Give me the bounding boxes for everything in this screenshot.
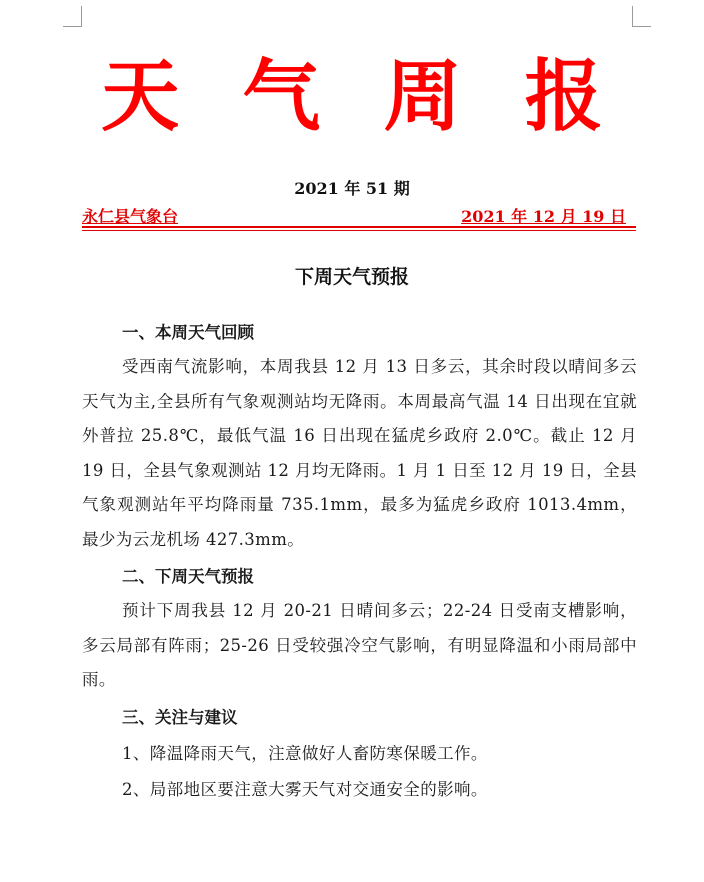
advice-item: 1、降温降雨天气，注意做好人畜防寒保暖工作。 — [122, 743, 488, 763]
document-body — [82, 316, 637, 808]
issue-number: 2021 年 51 期 — [294, 179, 410, 198]
report-title: 天 气 周 报 — [101, 51, 621, 142]
section-heading-review: 一、本周天气回顾 — [122, 323, 254, 342]
document-title: 下周天气预报 — [294, 266, 409, 288]
red-rule-thick — [82, 226, 636, 228]
red-rule-thin — [82, 230, 636, 231]
advice-item: 2、局部地区要注意大雾天气对交通安全的影响。 — [122, 780, 488, 799]
section-heading-advice: 三、关注与建议 — [122, 707, 238, 727]
organization-name: 永仁县气象台 — [82, 207, 179, 226]
masthead-line — [82, 204, 634, 226]
publish-date: 2021 年 12 月 19 日 — [461, 207, 626, 226]
section-body-review: 受西南气流影响，本周我县 12 月 13 日多云，其余时段以晴间多云天气为主,全县所有气象观测站均无降雨。本周最高气温 14 日出现在宜就外普拉 25.8℃，最低气温 16 日出现在猛虎乡政府 2.0℃。截止 12 月 19 日，全县气象观测站 12 月均无降雨。1 月 1 日至 12 月 19 日，全县气象观测站年平均降雨量 735.1mm，最多为猛虎乡政府 1013.4mm，最少为云龙机场 427.3mm。 — [82, 357, 637, 549]
crop-mark-top-right — [632, 6, 651, 27]
crop-mark-top-left — [63, 6, 82, 27]
section-body-forecast: 预计下周我县 12 月 20-21 日晴间多云；22-24 日受南支槽影响，多云局部有阵雨；25-26 日受较强冷空气影响，有明显降温和小雨局部中雨。 — [82, 601, 637, 689]
section-heading-forecast: 二、下周天气预报 — [122, 567, 254, 586]
